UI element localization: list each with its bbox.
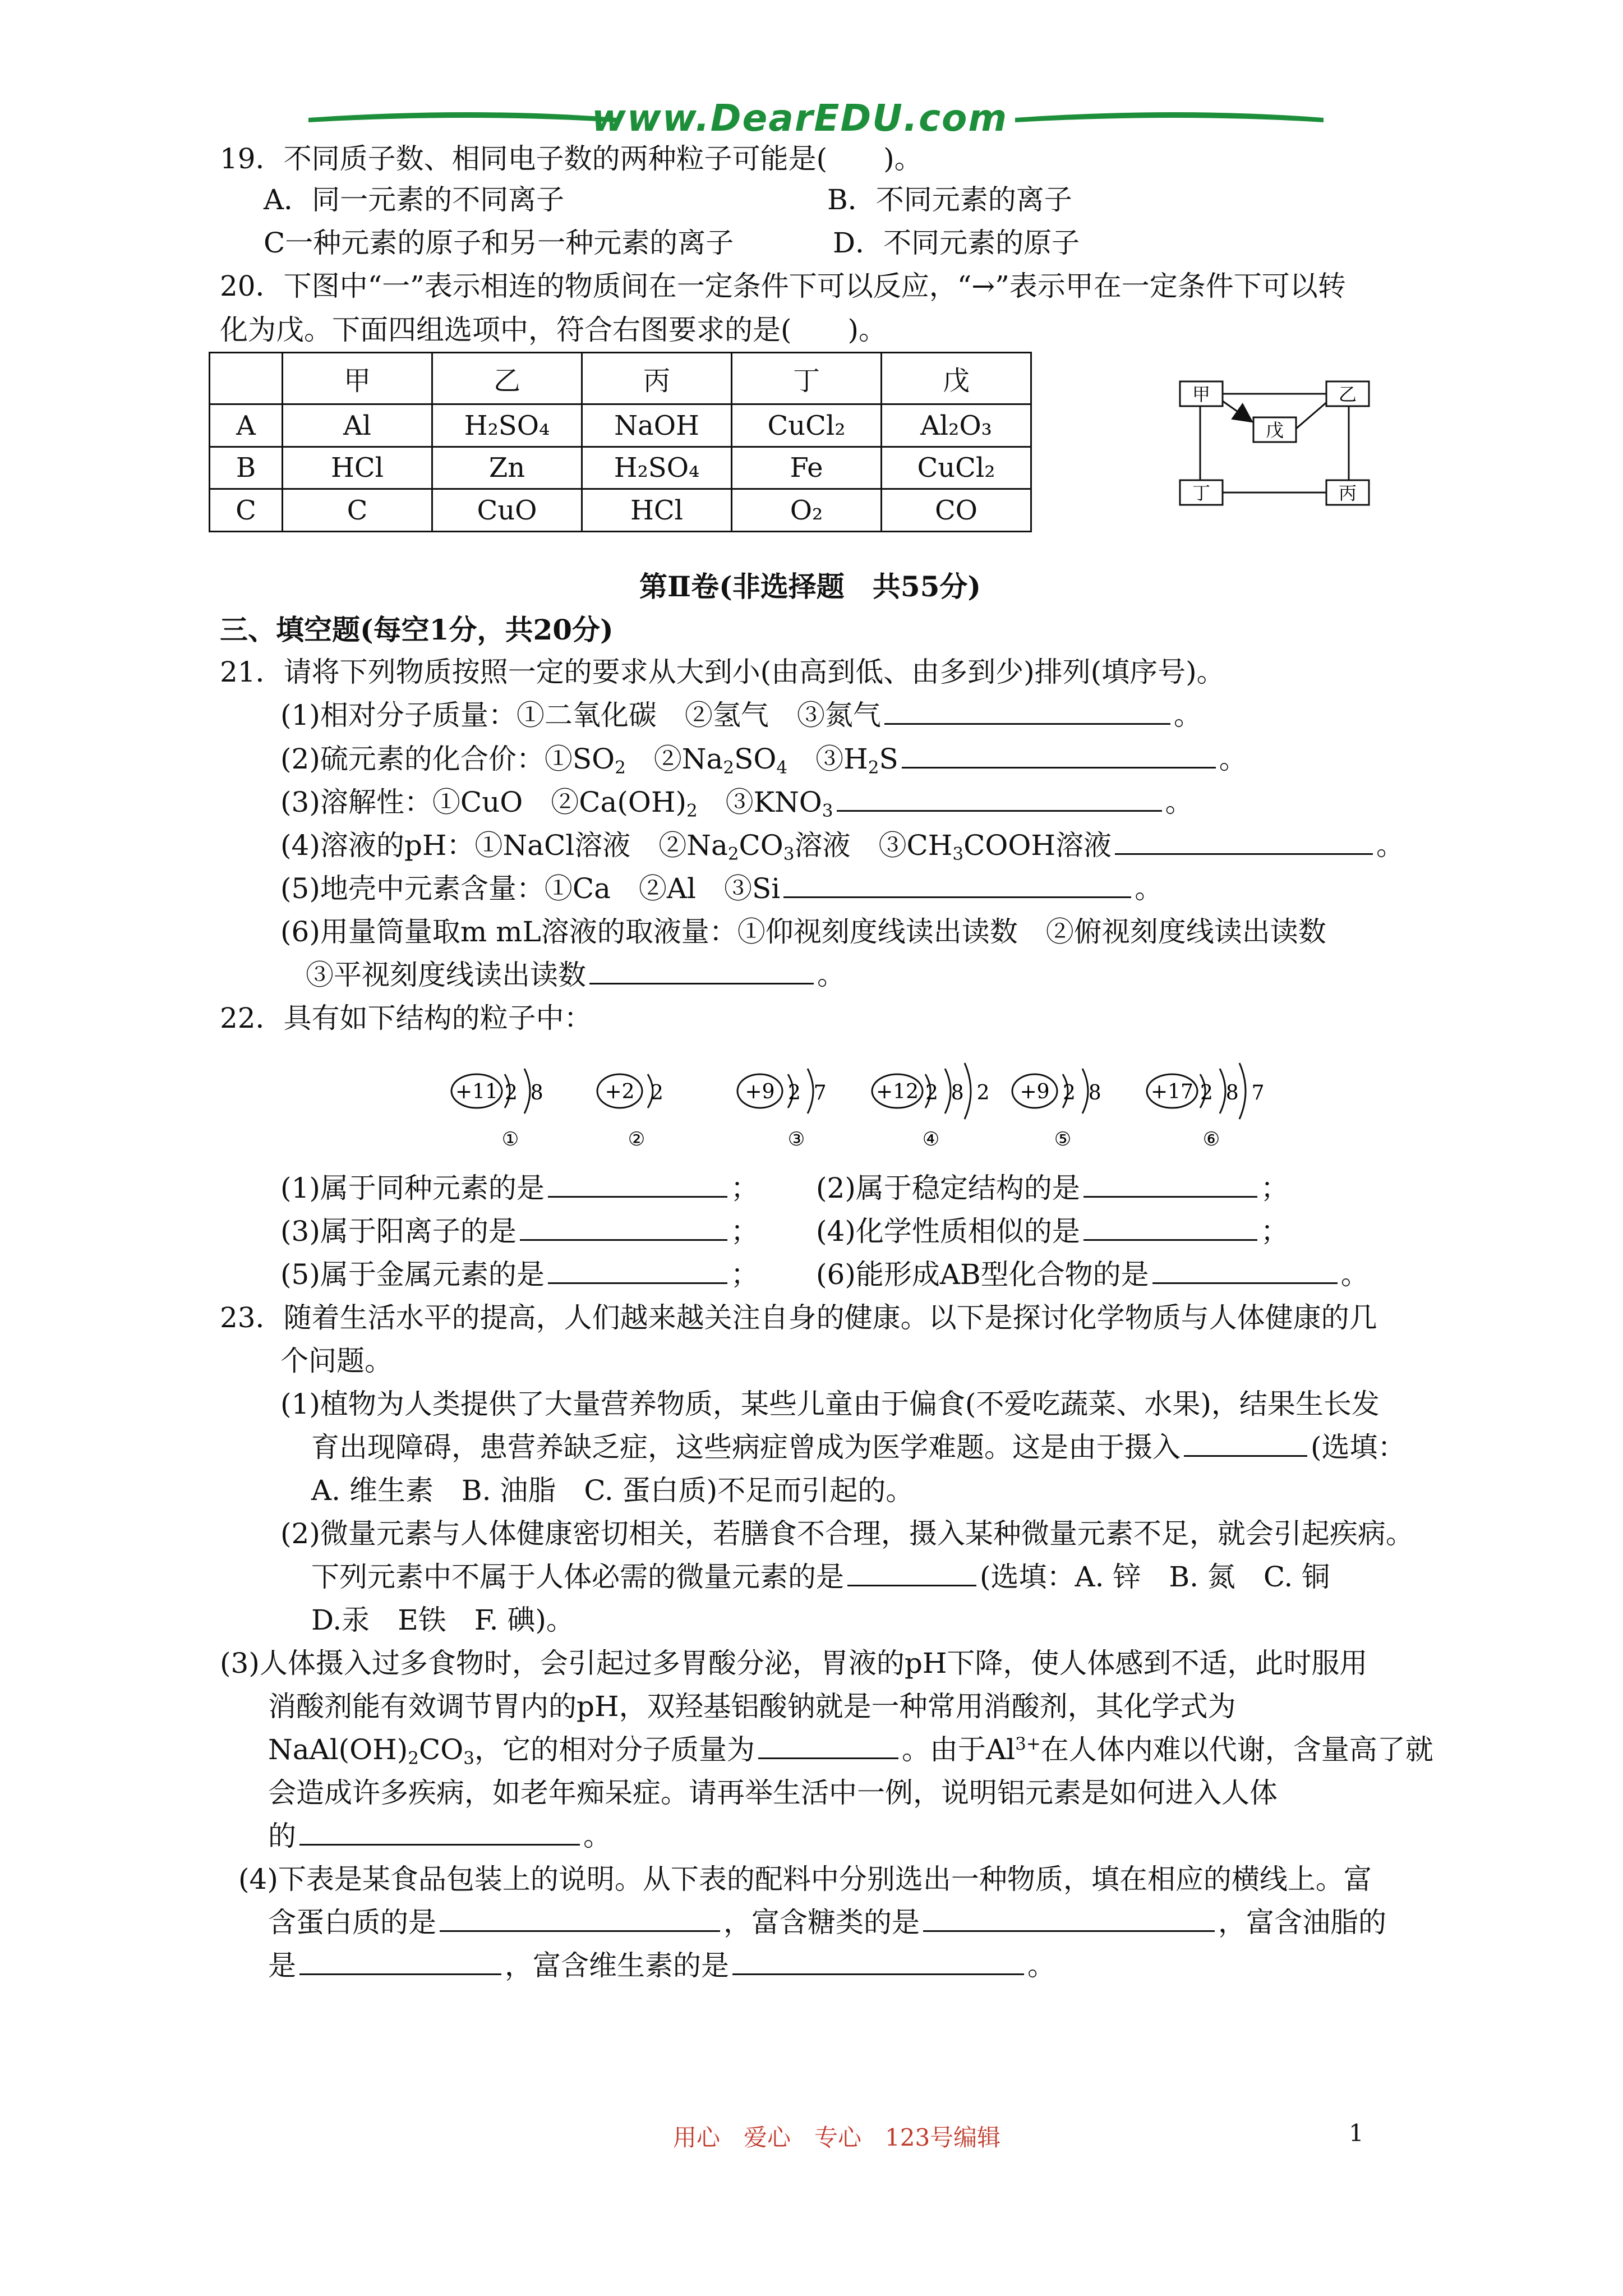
table-cell: CuCl₂ xyxy=(882,447,1031,489)
q22-atom-diagrams xyxy=(449,1049,1290,1156)
q19-stem: 19．不同质子数、相同电子数的两种粒子可能是( )。 xyxy=(220,142,923,175)
answer-blank[interactable] xyxy=(783,871,1131,898)
q21-part4: (4)溶液的pH：①NaCl溶液 $②Na_2CO_3$溶液 $③CH_3COOH$溶液 。 xyxy=(280,824,1404,867)
table-cell: CuO xyxy=(432,489,582,532)
q21-part6-line2: ③平视刻度线读出读数 。 xyxy=(306,954,845,996)
q21-part2: (2)硫元素的化合价：$①SO_2$ $②Na_2SO_4$ $③H_2S$ 。 xyxy=(280,738,1247,780)
table-cell: 丙 xyxy=(582,353,732,404)
table-cell: 丁 xyxy=(732,353,882,404)
q23-part4-line2: 含蛋白质的是 ，富含糖类的是 ，富含油脂的 xyxy=(268,1901,1386,1944)
answer-blank[interactable] xyxy=(520,1213,727,1241)
atom-structure xyxy=(737,1069,827,1151)
q21-part3: (3)溶解性：①CuO $②Ca(OH)_2$ $③KNO_3$ 。 xyxy=(280,781,1193,823)
q20-stem-line1: 20．下图中“一”表示相连的物质间在一定条件下可以反应，“→”表示甲在一定条件下可以转 xyxy=(220,270,1346,302)
q20-relation-diagram xyxy=(1178,370,1380,516)
svg-text:+2: +2 xyxy=(605,1080,635,1103)
q21-part1: (1)相对分子质量：①二氧化碳 ②氢气 ③氮气 。 xyxy=(280,694,1202,737)
answer-blank[interactable] xyxy=(1083,1213,1257,1241)
atom-structure xyxy=(1012,1069,1101,1151)
q23-part2-line2: 下列元素中不属于人体必需的微量元素的是 (选填：A. 锌 B. 氮 C. 铜 xyxy=(311,1556,1330,1598)
node-wu: 戊 xyxy=(1265,420,1284,441)
table-cell: C xyxy=(210,489,283,532)
q23-part2-line1: (2)微量元素与人体健康密切相关，若膳食不合理，摄入某种微量元素不足，就会引起疾病。 xyxy=(280,1517,1414,1550)
atom-structure xyxy=(1147,1063,1265,1151)
q23-stem-line1: 23．随着生活水平的提高，人们越来越关注自身的健康。以下是探讨化学物质与人体健康的几 xyxy=(220,1301,1377,1334)
answer-blank[interactable] xyxy=(847,1559,976,1586)
svg-text:②: ② xyxy=(628,1128,645,1151)
table-cell: CuCl₂ xyxy=(732,404,882,447)
table-cell: 甲 xyxy=(283,353,432,404)
q22-stem: 22．具有如下结构的粒子中： xyxy=(220,1002,592,1034)
svg-text:①: ① xyxy=(501,1128,519,1151)
svg-text:⑥: ⑥ xyxy=(1202,1128,1220,1151)
q21-part6-line1: (6)用量筒量取m mL溶液的取液量：①仰视刻度线读出读数 ②俯视刻度线读出读数 xyxy=(280,915,1326,948)
section2-title: 第Ⅱ卷(非选择题 共55分) xyxy=(639,570,981,603)
q23-part1-line3: A. 维生素 B. 油脂 C. 蛋白质)不足而引起的。 xyxy=(311,1474,914,1507)
q20-stem-line2: 化为戊。下面四组选项中，符合右图要求的是( )。 xyxy=(220,314,887,346)
q19-option-c: C一种元素的原子和另一种元素的离子 xyxy=(264,227,734,259)
answer-blank[interactable] xyxy=(1184,1429,1307,1457)
q21-stem: 21．请将下列物质按照一定的要求从大到小(由高到低、由多到少)排列(填序号)。 xyxy=(220,656,1225,688)
table-cell: 戊 xyxy=(882,353,1031,404)
svg-text:+11: +11 xyxy=(455,1080,498,1103)
atom-structure xyxy=(451,1069,543,1151)
answer-blank[interactable] xyxy=(1115,827,1373,855)
answer-blank[interactable] xyxy=(440,1904,720,1932)
answer-blank[interactable] xyxy=(589,957,814,984)
answer-blank[interactable] xyxy=(732,1948,1024,1975)
q22-part2: (2)属于稳定结构的是 ； xyxy=(816,1167,1289,1209)
svg-text:③: ③ xyxy=(787,1128,805,1151)
q22-part4: (4)化学性质相似的是 ； xyxy=(816,1210,1289,1253)
answer-blank[interactable] xyxy=(758,1732,898,1759)
q21-part5: (5)地壳中元素含量：①Ca ②Al ③Si 。 xyxy=(280,867,1163,910)
section3-title: 三、填空题(每空1分，共20分) xyxy=(220,613,614,646)
table-cell: NaOH xyxy=(582,404,732,447)
svg-text:+17: +17 xyxy=(1151,1080,1193,1103)
table-row xyxy=(210,489,1031,532)
svg-text:2: 2 xyxy=(651,1082,663,1105)
site-logo-text: www.DearEDU.com xyxy=(592,96,1008,140)
answer-blank[interactable] xyxy=(837,784,1162,812)
svg-text:+9: +9 xyxy=(1020,1080,1050,1103)
table-cell: Zn xyxy=(432,447,582,489)
page-number: 1 xyxy=(1349,2119,1364,2147)
svg-text:2 8: 2 8 xyxy=(505,1082,543,1105)
table-cell: CO xyxy=(882,489,1031,532)
q23-part3-line2: 消酸剂能有效调节胃内的pH，双羟基铝酸钠就是一种常用消酸剂，其化学式为 xyxy=(268,1690,1236,1723)
answer-blank[interactable] xyxy=(548,1257,727,1284)
q19-option-b: B．不同元素的离子 xyxy=(827,183,1072,216)
svg-text:④: ④ xyxy=(922,1128,940,1151)
table-cell xyxy=(210,353,283,404)
atom-structure xyxy=(872,1063,990,1151)
node-yi: 乙 xyxy=(1338,384,1357,405)
table-cell: Fe xyxy=(732,447,882,489)
q23-part3-line3: $NaAl(OH)_2CO_3$，它的相对分子质量为 。由于$Al^{3+}$在人体内难以代谢，含量高了就 xyxy=(268,1728,1433,1771)
q20-options-table xyxy=(209,352,1032,532)
svg-text:2 8 2: 2 8 2 xyxy=(925,1082,990,1105)
table-row xyxy=(210,404,1031,447)
table-header-row xyxy=(210,353,1031,404)
q19-option-d: D．不同元素的原子 xyxy=(833,227,1080,259)
q22-part3: (3)属于阳离子的是 ； xyxy=(280,1210,759,1253)
q23-part1-line1: (1)植物为人类提供了大量营养物质，某些儿童由于偏食(不爱吃蔬菜、水果)，结果生长发 xyxy=(280,1388,1380,1420)
answer-blank[interactable] xyxy=(299,1818,580,1846)
q22-part1: (1)属于同种元素的是 ； xyxy=(280,1167,759,1209)
table-cell: B xyxy=(210,447,283,489)
node-jia: 甲 xyxy=(1192,384,1211,405)
answer-blank[interactable] xyxy=(902,741,1216,769)
footer-text: 用心 爱心 专心 123号编辑 xyxy=(673,2124,1001,2151)
node-bing: 丙 xyxy=(1338,482,1357,504)
q23-part4-line3: 是 ，富含维生素的是 。 xyxy=(268,1944,1055,1987)
table-cell: A xyxy=(210,404,283,447)
svg-text:+9: +9 xyxy=(745,1080,775,1103)
q19-option-a: A．同一元素的不同离子 xyxy=(264,183,565,216)
q22-part5: (5)属于金属元素的是 ； xyxy=(280,1253,759,1296)
svg-text:2 8 7: 2 8 7 xyxy=(1200,1082,1265,1105)
table-row xyxy=(210,447,1031,489)
answer-blank[interactable] xyxy=(923,1904,1215,1932)
q23-part4-line1: (4)下表是某食品包装上的说明。从下表的配料中分别选出一种物质，填在相应的横线上。富 xyxy=(238,1863,1372,1895)
table-cell: H₂SO₄ xyxy=(582,447,732,489)
q23-stem-line2: 个问题。 xyxy=(280,1345,393,1377)
table-cell: HCl xyxy=(283,447,432,489)
answer-blank[interactable] xyxy=(299,1948,501,1975)
q23-part3-line4: 会造成许多疾病，如老年痴呆症。请再举生活中一例，说明铝元素是如何进入人体 xyxy=(268,1777,1278,1809)
table-cell: C xyxy=(283,489,432,532)
answer-blank[interactable] xyxy=(548,1170,727,1198)
table-cell: HCl xyxy=(582,489,732,532)
atom-structure xyxy=(597,1074,663,1151)
q23-part3-line5: 的 。 xyxy=(268,1815,611,1857)
q22-part6: (6)能形成AB型化合物的是 。 xyxy=(816,1253,1369,1296)
node-ding: 丁 xyxy=(1192,482,1211,504)
q23-part3-line1: (3)人体摄入过多食物时，会引起过多胃酸分泌，胃液的pH下降，使人体感到不适，此时服用 xyxy=(220,1647,1368,1680)
table-cell: 乙 xyxy=(432,353,582,404)
svg-text:⑤: ⑤ xyxy=(1054,1128,1072,1151)
svg-text:2 8: 2 8 xyxy=(1063,1082,1101,1105)
q23-part1-line2: 育出现障碍，患营养缺乏症，这些病症曾成为医学难题。这是由于摄入 (选填： xyxy=(311,1426,1406,1469)
answer-blank[interactable] xyxy=(1152,1257,1338,1284)
answer-blank[interactable] xyxy=(1083,1170,1257,1198)
table-cell: O₂ xyxy=(732,489,882,532)
table-cell: H₂SO₄ xyxy=(432,404,582,447)
answer-blank[interactable] xyxy=(884,697,1170,725)
table-cell: Al₂O₃ xyxy=(882,404,1031,447)
svg-text:2 7: 2 7 xyxy=(788,1082,827,1105)
table-cell: Al xyxy=(283,404,432,447)
q23-part2-line3: D.汞 E铁 F. 碘)。 xyxy=(311,1604,574,1636)
svg-text:+12: +12 xyxy=(876,1080,919,1103)
